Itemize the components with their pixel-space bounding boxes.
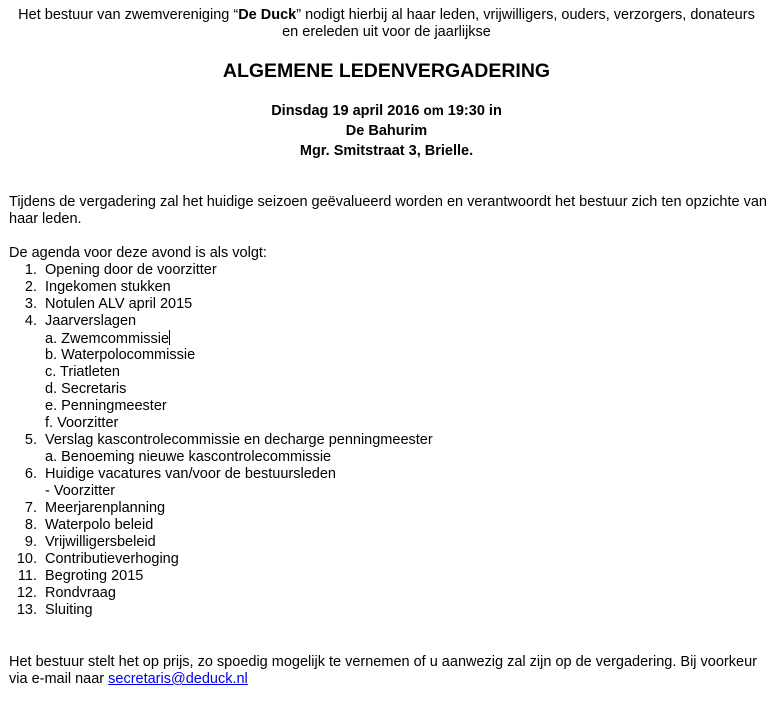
agenda-item-number: 4.	[24, 313, 37, 329]
agenda-subitem	[0, 347, 773, 364]
agenda-subitem	[0, 364, 773, 381]
agenda-item-number: 8.	[24, 517, 37, 533]
agenda-subitem	[0, 415, 773, 432]
agenda-subitem	[0, 381, 773, 398]
meeting-address: Mgr. Smitstraat 3, Brielle.	[299, 143, 474, 159]
closing-text: Het bestuur stelt het op prijs, zo spoedig mogelijk te vernemen of u aanwezig zal zijn op de vergadering. Bij voorkeur via e-mail naar	[9, 654, 757, 687]
intro-line-2: en ereleden uit voor de jaarlijkse	[282, 24, 491, 40]
page-title: ALGEMENE LEDENVERGADERING	[222, 60, 551, 82]
agenda-item-number: 3.	[24, 296, 37, 312]
agenda-list	[0, 262, 773, 619]
agenda-item-number: 7.	[24, 500, 37, 516]
agenda-item-label: Huidige vacatures van/voor de bestuursleden	[45, 466, 336, 482]
agenda-item-number: 6.	[24, 466, 37, 482]
agenda-item-number: 13.	[16, 602, 37, 618]
agenda-item	[0, 296, 773, 313]
agenda-subitem-label: c. Triatleten	[45, 364, 120, 380]
agenda-item-label: Contributieverhoging	[45, 551, 179, 567]
agenda-item	[0, 432, 773, 449]
text-cursor	[169, 330, 170, 345]
agenda-item-number: 11.	[17, 568, 37, 584]
agenda-item	[0, 585, 773, 602]
agenda-subitem-label: e. Penningmeester	[45, 398, 167, 414]
agenda-subitem	[0, 483, 773, 500]
agenda-item-label: Rondvraag	[45, 585, 116, 601]
agenda-item	[0, 279, 773, 296]
agenda-item	[0, 534, 773, 551]
meeting-date: Dinsdag 19 april 2016	[271, 103, 420, 119]
agenda-item-label: Jaarverslagen	[45, 313, 137, 329]
meeting-time-suffix: in	[488, 103, 502, 119]
intro-line-1	[0, 7, 773, 24]
agenda-item-label: Vrijwilligersbeleid	[45, 534, 156, 550]
agenda-subitem-label: - Voorzitter	[45, 483, 116, 499]
meeting-details	[0, 101, 773, 161]
invitation-intro	[0, 7, 773, 41]
agenda-item-number: 5.	[24, 432, 37, 448]
agenda-subitem	[0, 449, 773, 466]
meeting-venue: De Bahurim	[345, 123, 428, 139]
agenda-item	[0, 568, 773, 585]
agenda-subitem-label: a. Benoeming nieuwe kascontrolecommissie	[45, 449, 332, 465]
agenda-item-label: Sluiting	[45, 602, 93, 618]
agenda-item	[0, 602, 773, 619]
meeting-time: 19:30	[447, 103, 485, 119]
agenda-item	[0, 262, 773, 279]
agenda-item-label: Verslag kascontrolecommissie en decharge penningmeester	[45, 432, 433, 448]
agenda-item-number: 12.	[16, 585, 37, 601]
agenda-subitem	[0, 398, 773, 415]
meeting-time-sep: om	[423, 103, 444, 118]
agenda-subitem-label: b. Waterpolocommissie	[45, 347, 196, 363]
evaluation-paragraph: Tijdens de vergadering zal het huidige seizoen geëvalueerd worden en verantwoordt het bestuur zich ten opzichte van haar leden.	[9, 194, 767, 227]
meeting-datetime	[0, 101, 773, 121]
email-link[interactable]: secretaris@deduck.nl	[108, 671, 248, 687]
agenda-item-number: 2.	[24, 279, 37, 295]
agenda-item-label: Waterpolo beleid	[45, 517, 154, 533]
agenda-item	[0, 313, 773, 330]
intro-text-after: ” nodigt hierbij al haar leden, vrijwilligers, ouders, verzorgers, donateurs	[296, 7, 755, 23]
agenda-intro: De agenda voor deze avond is als volgt:	[9, 245, 267, 261]
agenda-item	[0, 517, 773, 534]
agenda-subitem	[0, 330, 773, 347]
club-name: De Duck	[238, 7, 297, 23]
closing-paragraph	[9, 654, 771, 688]
agenda-subitem-label: a. Zwemcommissie	[45, 331, 170, 347]
agenda-item	[0, 500, 773, 517]
agenda-item	[0, 551, 773, 568]
agenda-item-label: Begroting 2015	[45, 568, 144, 584]
intro-text-before: Het bestuur van zwemvereniging “	[18, 7, 239, 23]
agenda-subitem-label: f. Voorzitter	[45, 415, 119, 431]
agenda-item-number: 9.	[24, 534, 37, 550]
agenda-item-number: 10.	[16, 551, 37, 567]
agenda-item-label: Ingekomen stukken	[45, 279, 171, 295]
agenda-item-label: Opening door de voorzitter	[45, 262, 217, 278]
agenda-item-number: 1.	[24, 262, 37, 278]
agenda-item-label: Meerjarenplanning	[45, 500, 166, 516]
agenda-item	[0, 466, 773, 483]
agenda-item-label: Notulen ALV april 2015	[45, 296, 193, 312]
agenda-subitem-label: d. Secretaris	[45, 381, 127, 397]
